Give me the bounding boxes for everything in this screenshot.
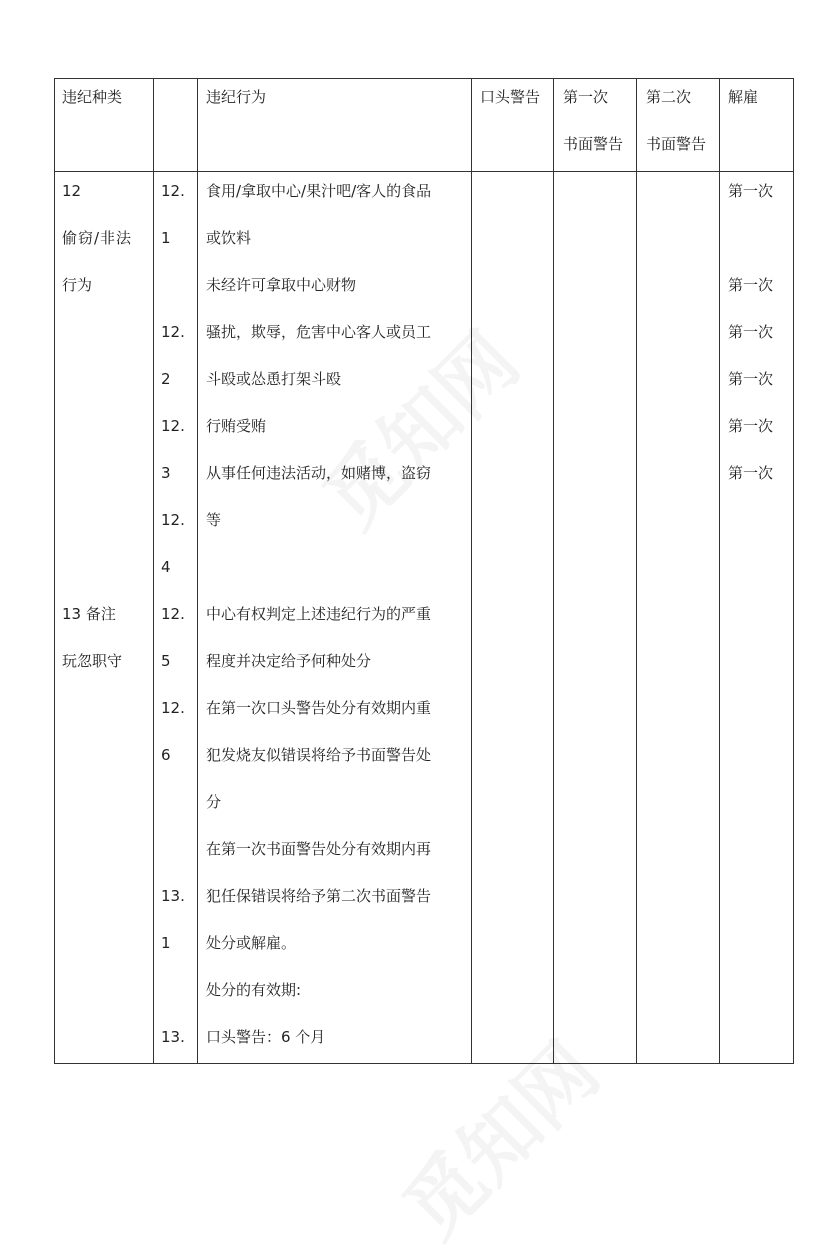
action-line: 犯任保错误将给予第二次书面警告 <box>206 887 432 905</box>
number-line <box>161 262 197 309</box>
action-line: 骚扰，欺辱，危害中心客人或员工 <box>206 323 432 341</box>
action-line: 在第一次口头警告处分有效期内重 <box>206 699 432 717</box>
number-column <box>161 168 197 1061</box>
action-line <box>206 544 471 591</box>
action-line: 程度并决定给予何种处分 <box>206 652 372 670</box>
action-line: 中心有权判定上述违纪行为的严重 <box>206 605 432 623</box>
number-line: 2 <box>161 370 171 388</box>
number-line: 5 <box>161 652 171 670</box>
number-line: 6 <box>161 746 171 764</box>
number-line <box>161 779 197 826</box>
number-line: 13. <box>161 887 185 905</box>
number-line: 12. <box>161 323 185 341</box>
category-line <box>62 356 150 403</box>
number-line: 3 <box>161 464 171 482</box>
header-second-written-line: 第二次 <box>646 88 692 106</box>
number-line: 12. <box>161 417 185 435</box>
number-line: 13. <box>161 1028 185 1046</box>
number-line: 12. <box>161 699 185 717</box>
action-line: 行贿受贿 <box>206 417 267 435</box>
header-first-written-warning <box>563 74 635 168</box>
dismissal-line: 第一次 <box>728 323 774 341</box>
column-divider <box>471 79 472 1063</box>
number-line: 12. <box>161 511 185 529</box>
category-line <box>62 544 150 591</box>
header-dismissal: 解雇 <box>728 88 759 106</box>
column-divider <box>197 79 198 1063</box>
column-divider <box>719 79 720 1063</box>
category-line: 13 备注 <box>62 605 116 623</box>
header-second-written-warning <box>646 74 718 168</box>
category-line <box>62 403 150 450</box>
number-line: 1 <box>161 934 171 952</box>
action-line: 等 <box>206 511 222 529</box>
column-divider <box>153 79 154 1063</box>
header-category: 违纪种类 <box>62 88 123 106</box>
header-first-written-line: 书面警告 <box>563 135 624 153</box>
action-line: 未经许可拿取中心财物 <box>206 276 357 294</box>
number-line: 1 <box>161 229 171 247</box>
dismissal-column <box>728 168 788 497</box>
dismissal-line: 第一次 <box>728 182 774 200</box>
dismissal-line: 第一次 <box>728 464 774 482</box>
action-column <box>206 168 471 1061</box>
column-divider <box>553 79 554 1063</box>
header-oral-warning: 口头警告 <box>480 88 541 106</box>
dismissal-line: 第一次 <box>728 417 774 435</box>
action-line: 处分或解雇。 <box>206 934 297 952</box>
dismissal-line: 第一次 <box>728 276 774 294</box>
action-line: 或饮料 <box>206 229 252 247</box>
category-line: 12 <box>62 182 82 200</box>
category-line: 玩忽职守 <box>62 652 123 670</box>
discipline-table <box>54 78 794 1064</box>
number-line <box>161 826 197 873</box>
number-line: 4 <box>161 558 171 576</box>
category-line <box>62 450 150 497</box>
action-line: 分 <box>206 793 222 811</box>
header-action: 违纪行为 <box>206 88 267 106</box>
action-line: 在第一次书面警告处分有效期内再 <box>206 840 432 858</box>
action-line: 食用/拿取中心/果汁吧/客人的食品 <box>206 182 432 200</box>
action-line: 口头警告：6 个月 <box>206 1028 326 1046</box>
header-first-written-line: 第一次 <box>563 88 609 106</box>
action-line: 处分的有效期: <box>206 981 302 999</box>
action-line: 斗殴或怂恿打架斗殴 <box>206 370 342 388</box>
category-line: 行为 <box>62 276 93 294</box>
number-line: 12. <box>161 605 185 623</box>
dismissal-line <box>728 215 788 262</box>
number-line: 12. <box>161 182 185 200</box>
category-column <box>62 168 150 685</box>
dismissal-line: 第一次 <box>728 370 774 388</box>
category-line <box>62 309 150 356</box>
number-line <box>161 967 197 1014</box>
category-line <box>62 497 150 544</box>
action-line: 犯发烧友似错误将给予书面警告处 <box>206 746 432 764</box>
category-line: 偷窃/非法 <box>62 229 133 247</box>
action-line: 从事任何违法活动，如赌博，盗窃 <box>206 464 432 482</box>
column-divider <box>636 79 637 1063</box>
header-second-written-line: 书面警告 <box>646 135 707 153</box>
